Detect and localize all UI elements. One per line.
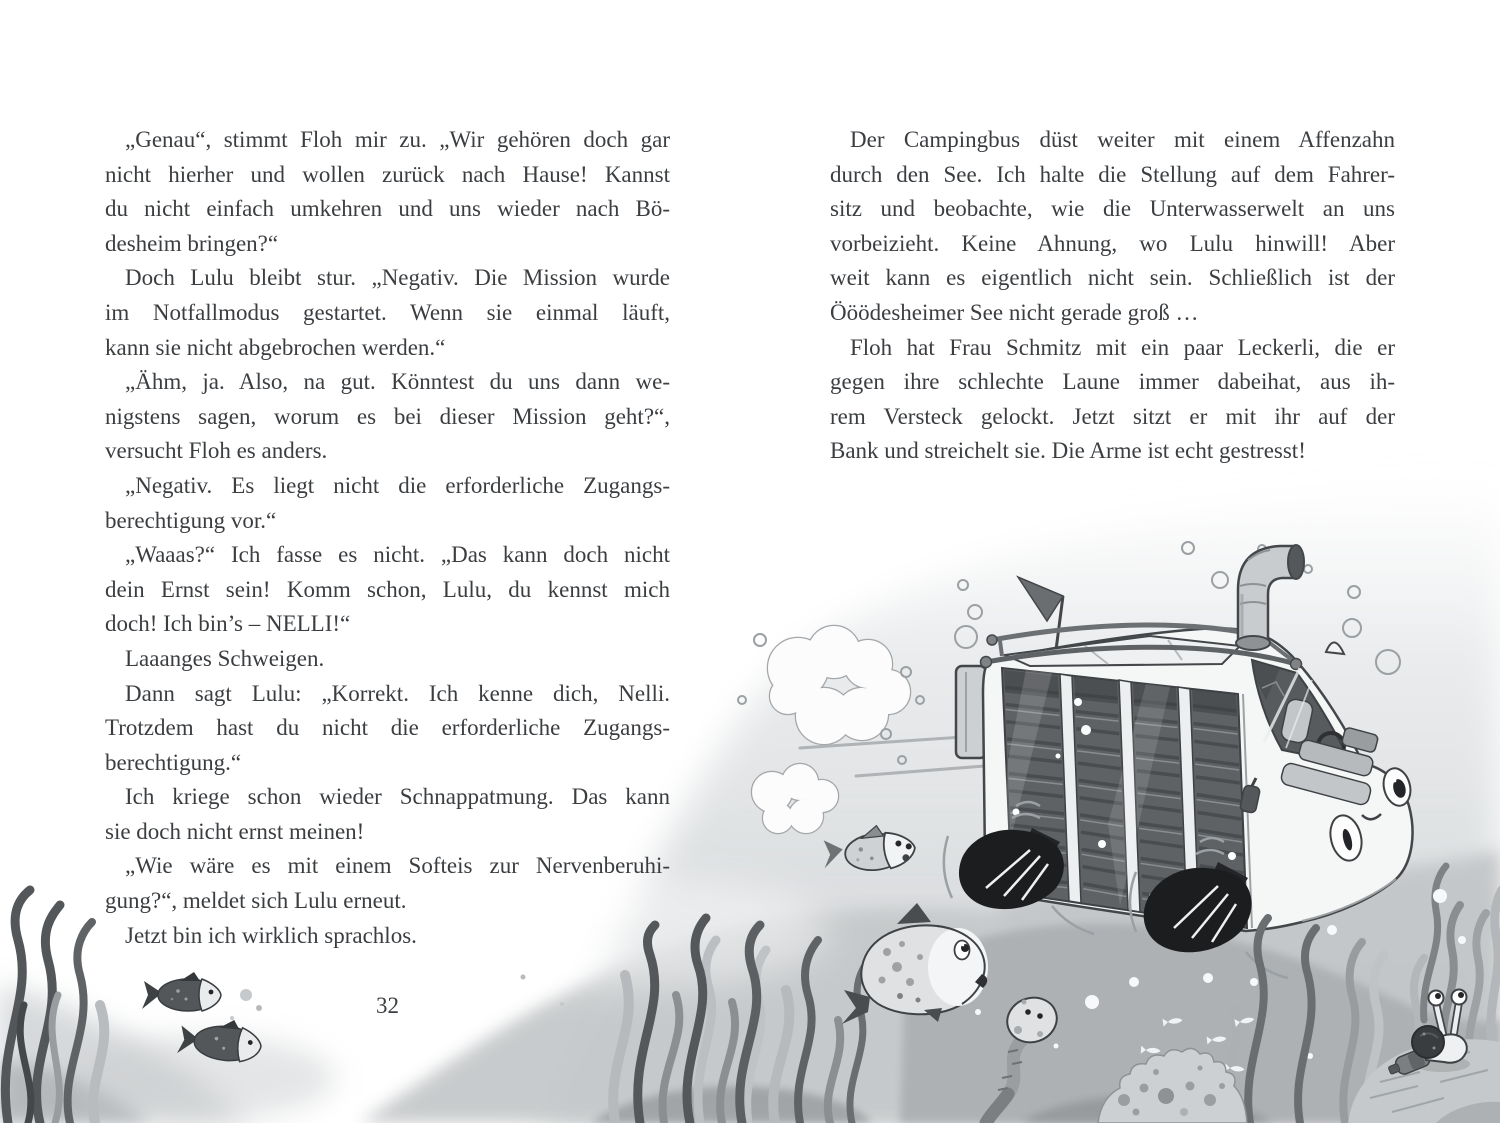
text-line: „Genau“, stimmt Floh mir zu. „Wir gehören doch gar bbox=[125, 127, 670, 152]
page-number: 32 bbox=[376, 993, 399, 1018]
text-line: kann sie nicht abgebrochen werden.“ bbox=[105, 334, 446, 360]
text-line: du nicht einfach umkehren und uns wieder nach Bö- bbox=[105, 196, 670, 222]
text-line: Floh hat Frau Schmitz mit ein paar Leckerli, die er bbox=[850, 334, 1395, 360]
text-line: Jetzt bin ich wirklich sprachlos. bbox=[125, 922, 417, 948]
text-line: „Wie wäre es mit einem Softeis zur Nervenberuhi- bbox=[125, 853, 670, 879]
text-line: Laaanges Schweigen. bbox=[125, 645, 325, 671]
text-line: weit kann es eigentlich nicht sein. Schließlich ist der bbox=[830, 265, 1395, 291]
text-line: Ich kriege schon wieder Schnappatmung. Das kann bbox=[125, 784, 670, 810]
text-line: Doch Lulu bleibt stur. „Negativ. Die Mission wurde bbox=[125, 265, 670, 291]
text-line: gegen ihre schlechte Laune immer dabeihat, aus ih- bbox=[830, 369, 1395, 395]
right-page-text bbox=[830, 123, 1395, 469]
text-line: vorbeizieht. Keine Ahnung, wo Lulu hinwill! Aber bbox=[830, 230, 1395, 256]
text-line: Ööödesheimer See nicht gerade groß … bbox=[830, 299, 1199, 325]
text-line: durch den See. Ich halte die Stellung auf dem Fahrer- bbox=[830, 161, 1395, 187]
text-line: berechtigung.“ bbox=[105, 749, 242, 775]
text-line: versucht Floh es anders. bbox=[105, 438, 328, 464]
text-line: desheim bringen?“ bbox=[105, 230, 279, 256]
text-line: gung?“, meldet sich Lulu erneut. bbox=[105, 888, 407, 914]
text-line: „Ähm, ja. Also, na gut. Könntest du uns dann we- bbox=[125, 369, 670, 395]
text-line: „Waaas?“ Ich fasse es nicht. „Das kann doch nicht bbox=[125, 542, 670, 568]
text-line: Dann sagt Lulu: „Korrekt. Ich kenne dich, Nelli. bbox=[125, 680, 670, 706]
text-line: Bank und streichelt sie. Die Arme ist echt gestresst! bbox=[830, 438, 1306, 464]
left-page-text bbox=[105, 123, 670, 953]
rear-rack bbox=[956, 666, 986, 758]
text-line: Der Campingbus düst weiter mit einem Affenzahn bbox=[850, 127, 1395, 152]
text-line: berechtigung vor.“ bbox=[105, 507, 277, 533]
text-line: rem Versteck gelockt. Jetzt sitzt er mit ihr auf der bbox=[830, 403, 1395, 429]
text-line: doch! Ich bin’s – NELLI!“ bbox=[105, 611, 351, 637]
text-line: „Negativ. Es liegt nicht die erforderliche Zugangs- bbox=[125, 472, 670, 498]
text-line: nigstens sagen, worum es bei dieser Mission geht?“, bbox=[105, 403, 670, 429]
text-line: Trotzdem hast du nicht die erforderliche Zugangs- bbox=[105, 715, 670, 741]
text-line: nicht hierher und wollen zurück nach Hause! Kannst bbox=[105, 161, 670, 187]
text-line: sie doch nicht ernst meinen! bbox=[105, 818, 365, 844]
text-line: im Notfallmodus gestartet. Wenn sie einmal läuft, bbox=[105, 299, 670, 325]
text-line: sitz und beobachte, wie die Unterwasserwelt an uns bbox=[830, 196, 1395, 222]
text-line: dein Ernst sein! Komm schon, Lulu, du kennst mich bbox=[105, 576, 670, 602]
